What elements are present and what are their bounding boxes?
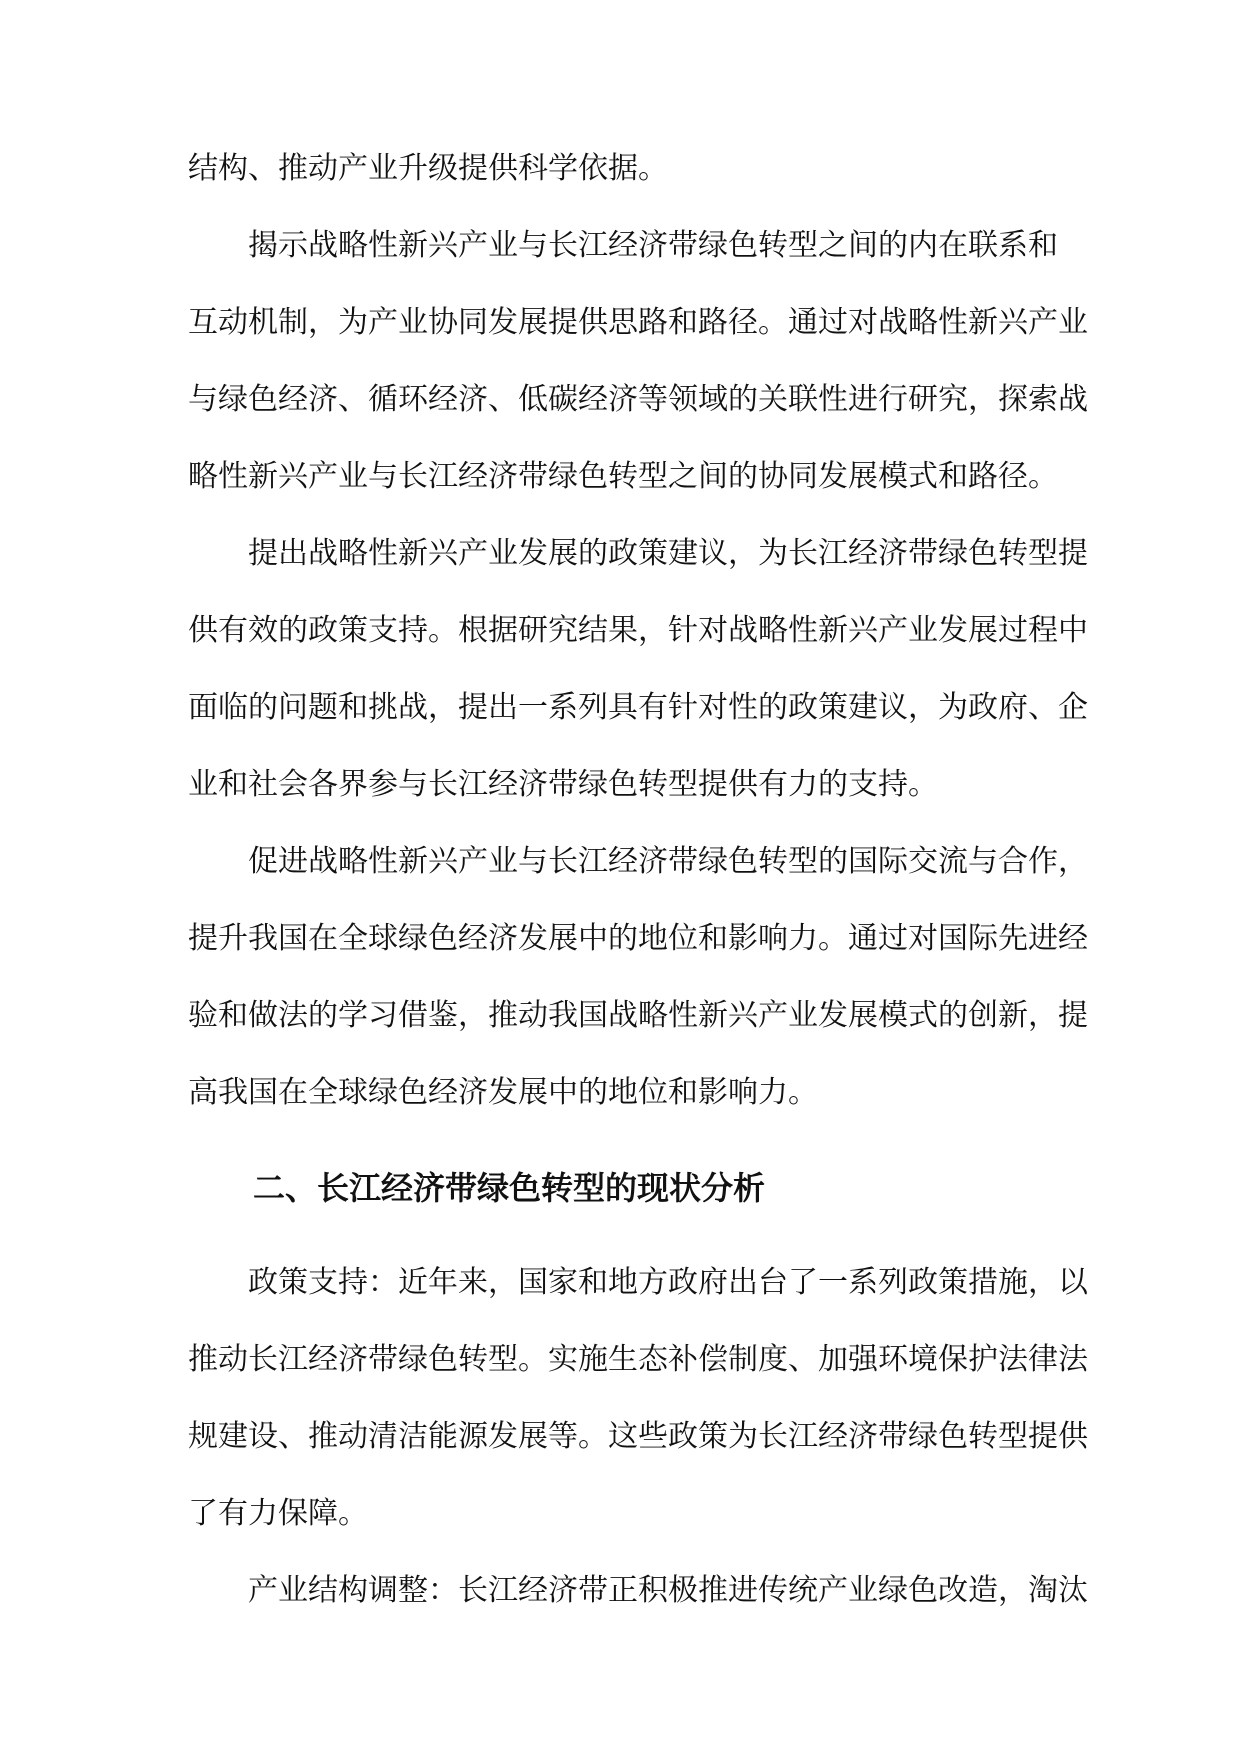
- text-line: 政策支持：近年来，国家和地方政府出台了一系列政策措施，以: [248, 1265, 1088, 1300]
- text-line: 了有力保障。: [188, 1496, 368, 1531]
- text-line: 提出战略性新兴产业发展的政策建议，为长江经济带绿色转型提: [248, 536, 1088, 571]
- text-line: 面临的问题和挑战，提出一系列具有针对性的政策建议，为政府、企: [188, 690, 1088, 725]
- text-line: 促进战略性新兴产业与长江经济带绿色转型的国际交流与合作，: [248, 844, 1088, 879]
- text-line: 供有效的政策支持。根据研究结果，针对战略性新兴产业发展过程中: [188, 613, 1088, 648]
- text-line: 业和社会各界参与长江经济带绿色转型提供有力的支持。: [188, 767, 938, 802]
- text-line: 规建设、推动清洁能源发展等。这些政策为长江经济带绿色转型提供: [188, 1419, 1088, 1454]
- text-line: 提升我国在全球绿色经济发展中的地位和影响力。通过对国际先进经: [188, 921, 1088, 956]
- text-line: 高我国在全球绿色经济发展中的地位和影响力。: [188, 1075, 818, 1110]
- text-line: 互动机制，为产业协同发展提供思路和路径。通过对战略性新兴产业: [188, 305, 1088, 340]
- text-line: 揭示战略性新兴产业与长江经济带绿色转型之间的内在联系和: [248, 228, 1058, 263]
- text-line: 略性新兴产业与长江经济带绿色转型之间的协同发展模式和路径。: [188, 459, 1058, 494]
- text-line: 结构、推动产业升级提供科学依据。: [188, 151, 668, 186]
- text-line: 与绿色经济、循环经济、低碳经济等领域的关联性进行研究，探索战: [188, 382, 1088, 417]
- section-heading: 二、长江经济带绿色转型的现状分析: [253, 1169, 766, 1207]
- text-line: 验和做法的学习借鉴，推动我国战略性新兴产业发展模式的创新，提: [188, 998, 1088, 1033]
- text-line: 产业结构调整：长江经济带正积极推进传统产业绿色改造，淘汰: [248, 1573, 1088, 1608]
- text-line: 推动长江经济带绿色转型。实施生态补偿制度、加强环境保护法律法: [188, 1342, 1088, 1377]
